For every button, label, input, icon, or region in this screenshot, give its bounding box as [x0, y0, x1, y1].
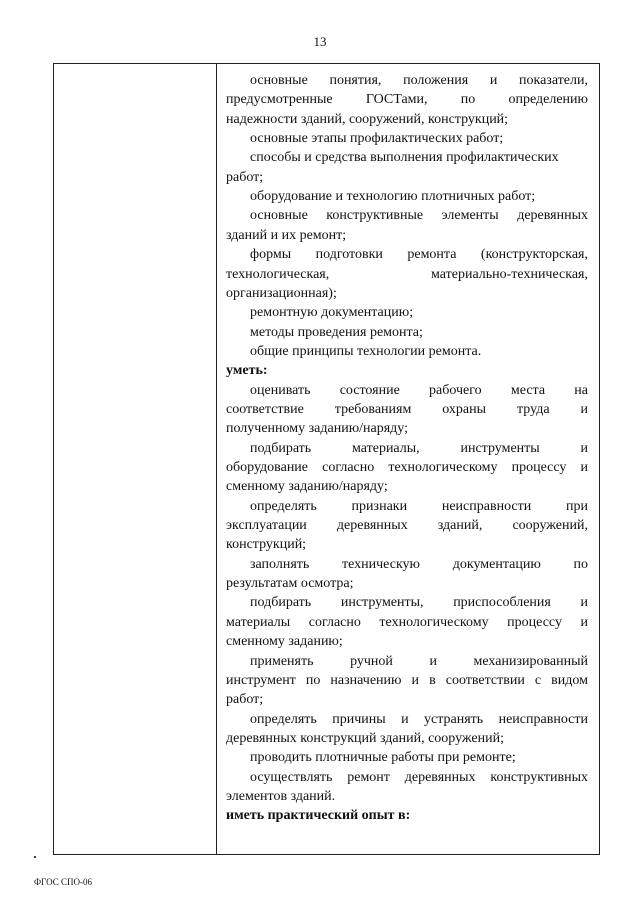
- text-line: оценивать состояние рабочего места на: [250, 382, 588, 398]
- table-column-divider: [216, 64, 217, 854]
- text-line: определять признаки неисправности при: [250, 498, 588, 514]
- text-line: сменному заданию/наряду;: [226, 479, 388, 495]
- footer-label: ФГОС СПО-06: [34, 877, 92, 887]
- text-line: методы проведения ремонта;: [250, 324, 423, 340]
- text-line: основные понятия, положения и показатели,: [250, 73, 588, 88]
- text-line: основные этапы профилактических работ;: [250, 131, 504, 147]
- text-line: сменному заданию;: [226, 634, 343, 650]
- requirements-table: [53, 63, 600, 855]
- text-line: подбирать материалы, инструменты и: [250, 440, 588, 456]
- text-line: соответствие требованиям охраны труда и: [226, 401, 588, 417]
- text-line: результатам осмотра;: [226, 576, 354, 592]
- text-line: работ;: [226, 692, 264, 708]
- text-line: способы и средства выполнения профилактических: [250, 150, 559, 166]
- text-line: полученному заданию/наряду;: [226, 421, 409, 437]
- text-line: работ;: [226, 169, 264, 185]
- scan-speck: [34, 856, 36, 858]
- text-line: организационная);: [226, 285, 337, 301]
- text-line: применять ручной и механизированный: [250, 653, 588, 669]
- text-line: технологическая, материально-техническая,: [226, 266, 588, 282]
- text-line: подбирать инструменты, приспособления и: [250, 595, 588, 611]
- text-line: оборудование и технологию плотничных работ;: [250, 189, 536, 205]
- text-line: осуществлять ремонт деревянных конструктивных: [250, 769, 588, 785]
- text-line: зданий и их ремонт;: [226, 227, 347, 243]
- text-line: проводить плотничные работы при ремонте;: [250, 750, 516, 766]
- text-line: надежности зданий, сооружений, конструкций;: [226, 111, 509, 127]
- text-line: конструкций;: [226, 537, 307, 553]
- section-heading: иметь практический опыт в:: [226, 808, 411, 824]
- text-line: элементов зданий.: [226, 788, 336, 804]
- page-number: 13: [313, 34, 327, 49]
- text-line: основные конструктивные элементы деревянных: [250, 208, 588, 224]
- text-line: материалы согласно технологическому процессу и: [226, 614, 588, 630]
- text-line: деревянных конструкций зданий, сооружений;: [226, 730, 504, 746]
- text-line: общие принципы технологии ремонта.: [250, 343, 482, 359]
- text-line: заполнять техническую документацию по: [250, 556, 588, 572]
- table-left-cell: [54, 64, 216, 854]
- text-line: предусмотренные ГОСТами, по определению: [226, 92, 588, 108]
- section-heading: уметь:: [226, 363, 268, 379]
- text-line: формы подготовки ремонта (конструкторская,: [250, 247, 588, 263]
- text-line: инструмент по назначению и в соответствии с видом: [226, 672, 588, 688]
- text-line: определять причины и устранять неисправности: [250, 711, 588, 727]
- text-line: эксплуатации деревянных зданий, сооружений,: [226, 518, 588, 534]
- text-line: ремонтную документацию;: [250, 305, 414, 321]
- text-line: оборудование согласно технологическому процессу и: [226, 460, 588, 475]
